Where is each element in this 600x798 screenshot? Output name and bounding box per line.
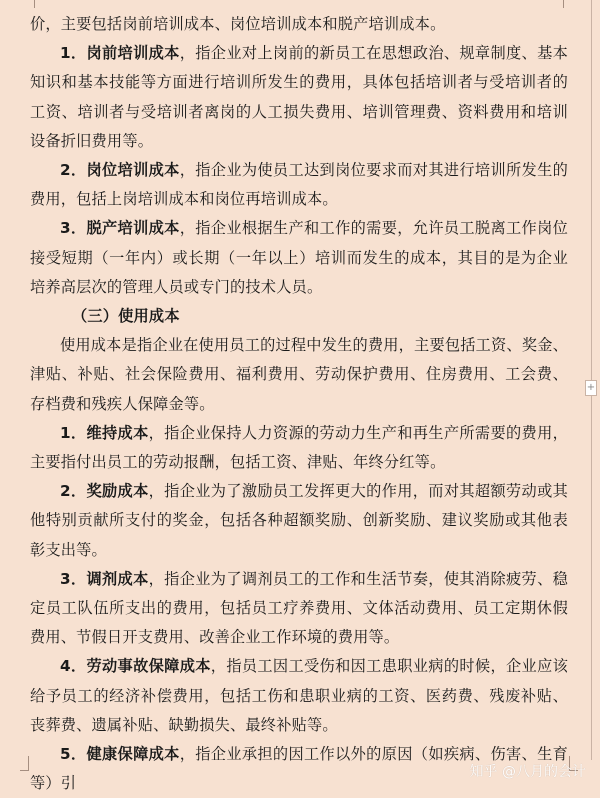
paragraph-item: 1．岗前培训成本，指企业对上岗前的新员工在思想政治、规章制度、基本知识和基本技能等方面进行培训所发生的费用，具体包括培训者与受培训者的工资、培训者与受培训者离岗的人工损失费用、培训管理费、资料费用和培训设备折旧费用等。 [30, 44, 569, 150]
paragraph-continuation: 价，主要包括岗前培训成本、岗位培训成本和脱产培训成本。 [30, 15, 446, 33]
paragraph-item: 4．劳动事故保障成本，指员工因工受伤和因工患职业病的时候，企业应该给予员工的经济补偿费用，包括工伤和患职业病的工资、医药费、残废补贴、丧葬费、遗属补贴、缺勤损失、最终补贴等。 [30, 657, 569, 734]
crop-mark-bottom-left [20, 756, 29, 771]
paragraph-plain: 使用成本是指企业在使用员工的过程中发生的费用，主要包括工资、奖金、津贴、补贴、社会保险费用、福利费用、劳动保护费用、住房费用、工会费、存档费和残疾人保障金等。 [30, 336, 568, 413]
document-body [30, 0, 568, 798]
paragraph-item: 3．脱产培训成本，指企业根据生产和工作的需要，允许员工脱离工作岗位接受短期（一年内）或长期（一年以上）培训而发生的成本，其目的是为企业培养高层次的管理人员或专门的技术人员。 [30, 219, 569, 296]
watermark: 知乎 @八月的会计 [469, 764, 586, 780]
paragraph-item: 2．奖励成本，指企业为了激励员工发挥更大的作用，而对其超额劳动或其他特别贡献所支付的奖金，包括各种超额奖励、创新奖励、建议奖励或其他表彰支出等。 [30, 482, 568, 559]
paragraph-item: 1．维持成本，指企业保持人力资源的劳动力生产和再生产所需要的费用，主要指付出员工的劳动报酬，包括工资、津贴、年终分红等。 [30, 423, 568, 472]
add-icon[interactable]: + [585, 380, 597, 396]
paragraph-item: 2．岗位培训成本，指企业为使员工达到岗位要求而对其进行培训所发生的费用，包括上岗培训成本和岗位再培训成本。 [30, 161, 569, 209]
paragraph-item: 3．调剂成本，指企业为了调剂员工的工作和生活节奏，使其消除疲劳、稳定员工队伍所支出的费用，包括员工疗养费用、文体活动费用、员工定期休假费用、节假日开支费用、改善企业工作环境的费用等。 [30, 569, 568, 647]
section-heading: （三）使用成本 [72, 307, 180, 326]
paragraph-item: 5．健康保障成本，指企业承担的因工作以外的原因（如疾病、伤害、生育等）引 [30, 745, 569, 793]
